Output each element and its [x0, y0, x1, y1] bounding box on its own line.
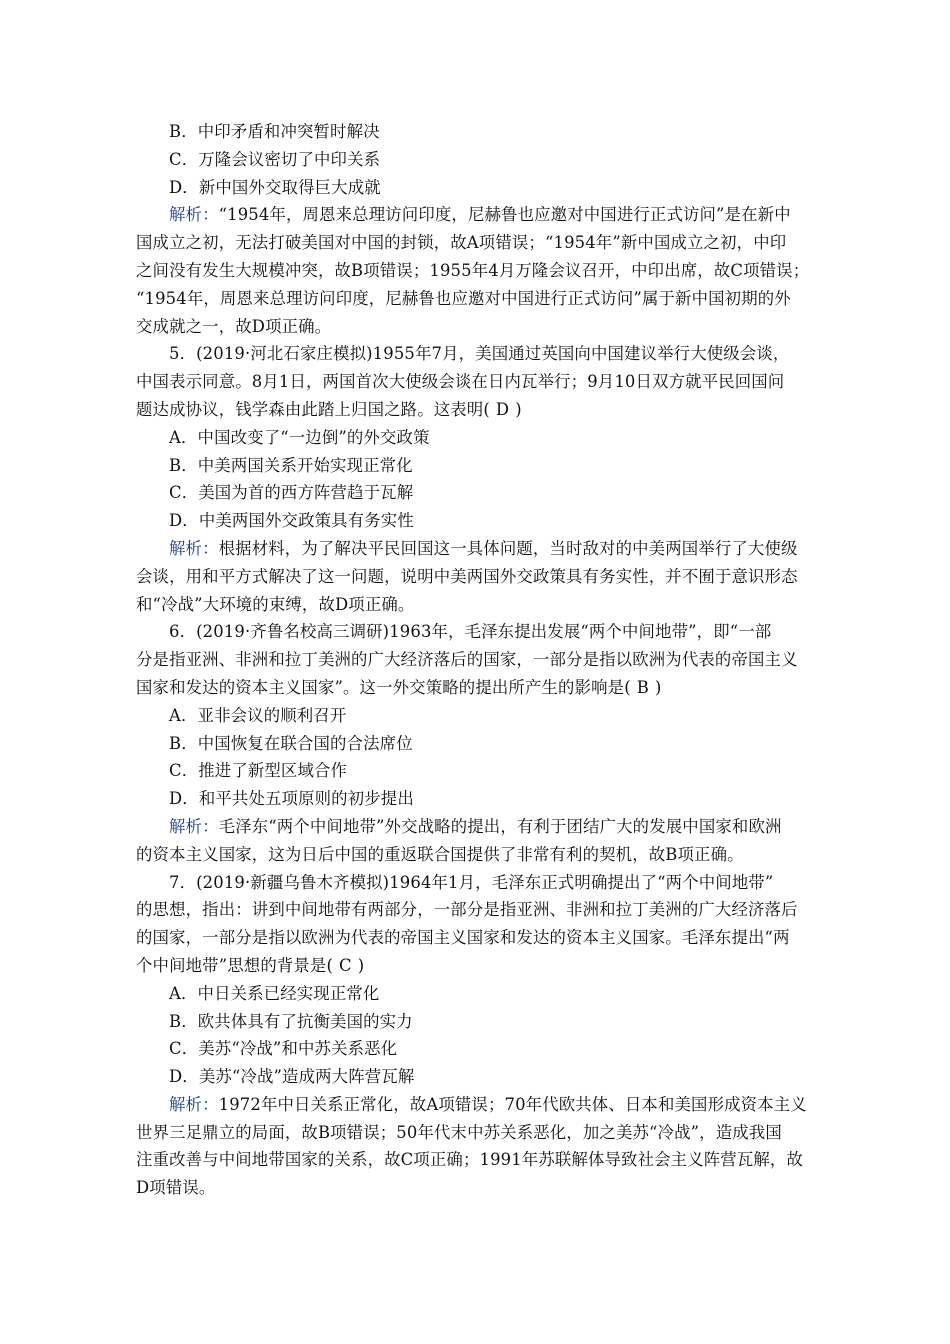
analysis-label: 解析： — [169, 538, 219, 558]
question-stem-line — [136, 674, 816, 702]
question-4-analysis — [136, 201, 816, 340]
analysis-label: 解析： — [169, 205, 219, 225]
analysis-label: 解析： — [169, 1094, 219, 1114]
analysis-line: 交成就之一，故D项正确。 — [136, 316, 332, 336]
option-5a[interactable]: A．中国改变了“一边倒”的外交政策 — [169, 427, 430, 447]
question-stem-line: 7．(2019·新疆乌鲁木齐模拟)1964年1月，毛泽东正式明确提出了“两个中间地带” — [169, 872, 774, 892]
option-5b[interactable]: B．中美两国关系开始实现正常化 — [169, 455, 413, 475]
option-6c[interactable]: C．推进了新型区域合作 — [169, 761, 348, 781]
option-7d[interactable]: D．美苏“冷战”造成两大阵营瓦解 — [169, 1067, 415, 1087]
question-7 — [136, 869, 816, 1203]
answer-letter: C — [339, 955, 352, 975]
question-stem-line: 6．(2019·齐鲁名校高三调研)1963年，毛泽东提出发展“两个中间地带”，即“一部 — [169, 622, 772, 642]
question-stem-line — [136, 396, 816, 424]
answer-bracket-close: ) — [515, 399, 522, 419]
analysis-text: 毛泽东“两个中间地带”外交战略的提出，有利于团结广大的发展中国家和欧洲 — [218, 816, 782, 836]
option-7a[interactable]: A．中日关系已经实现正常化 — [169, 983, 380, 1003]
question-stem-line: 的思想，指出：讲到中间地带有两部分，一部分是指亚洲、非洲和拉丁美洲的广大经济落后 — [136, 900, 798, 920]
analysis-text: 1972年中日关系正常化，故A项错误；70年代欧共体、日本和美国形成资本主义 — [218, 1094, 807, 1114]
option-6a[interactable]: A．亚非会议的顺利召开 — [169, 705, 347, 725]
analysis-line: 会谈，用和平方式解决了这一问题，说明中美两国外交政策具有务实性，并不囿于意识形态 — [136, 566, 798, 586]
analysis-line: 的资本主义国家，这为日后中国的重返联合国提供了非常有利的契机，故B项正确。 — [136, 844, 744, 864]
question-stem-line: 5．(2019·河北石家庄模拟)1955年7月，美国通过英国向中国建议举行大使级会谈， — [169, 344, 790, 364]
option-4b[interactable]: B．中印矛盾和冲突暂时解决 — [169, 122, 380, 141]
analysis-label: 解析： — [169, 816, 219, 836]
question-4-options — [136, 118, 816, 201]
answer-bracket-close: ) — [357, 955, 365, 975]
option-5c[interactable]: C．美国为首的西方阵营趋于瓦解 — [169, 483, 414, 503]
option-7b[interactable]: B．欧共体具有了抗衡美国的实力 — [169, 1011, 413, 1031]
option-4d[interactable]: D．新中国外交取得巨大成就 — [169, 177, 381, 197]
analysis-line: 世界三足鼎立的局面，故B项错误；50年代末中苏关系恶化，加之美苏“冷战”，造成我国 — [136, 1122, 782, 1142]
analysis-text: “1954年，周恩来总理访问印度，尼赫鲁也应邀对中国进行正式访问”是在新中 — [218, 205, 791, 225]
option-6b[interactable]: B．中国恢复在联合国的合法席位 — [169, 733, 413, 753]
question-stem-text: 国家和发达的资本主义国家”。这一外交策略的提出所产生的影响是( — [136, 677, 631, 697]
question-stem-line: 的国家，一部分是指以欧洲为代表的帝国主义国家和发达的资本主义国家。毛泽东提出“两 — [136, 928, 790, 948]
answer-bracket-close: ) — [654, 677, 662, 697]
option-6d[interactable]: D．和平共处五项原则的初步提出 — [169, 789, 414, 809]
answer-letter: B — [636, 677, 649, 697]
analysis-line — [136, 1091, 816, 1119]
option-5d[interactable]: D．中美两国外交政策具有务实性 — [169, 511, 414, 531]
document-page — [136, 118, 816, 1202]
option-4c[interactable]: C．万隆会议密切了中印关系 — [169, 149, 381, 169]
analysis-line: 注重改善与中间地带国家的关系，故C项正确；1991年苏联解体导致社会主义阵营瓦解，故 — [136, 1150, 804, 1170]
analysis-line: “1954年，周恩来总理访问印度，尼赫鲁也应邀对中国进行正式访问”属于新中国初期的外 — [136, 288, 791, 308]
answer-letter: D — [495, 399, 510, 419]
question-stem-text: 个中间地带”思想的背景是( — [136, 955, 334, 975]
option-7c[interactable]: C．美苏“冷战”和中苏关系恶化 — [169, 1039, 398, 1059]
question-6 — [136, 618, 816, 868]
analysis-line: D项错误。 — [136, 1178, 216, 1198]
analysis-text: 根据材料，为了解决平民回国这一具体问题，当时敌对的中美两国举行了大使级 — [218, 538, 798, 558]
analysis-line: 和“冷战”大环境的束缚，故D项正确。 — [136, 594, 415, 614]
analysis-line: 之间没有发生大规模冲突，故B项错误；1955年4月万隆会议召开，中印出席，故C项错误； — [136, 260, 810, 280]
analysis-line — [136, 535, 816, 563]
analysis-line: 国成立之初，无法打破美国对中国的封锁，故A项错误；“1954年”新中国成立之初，中印 — [136, 233, 787, 253]
analysis-line — [136, 201, 816, 229]
analysis-line — [136, 813, 816, 841]
question-stem-line: 分是指亚洲、非洲和拉丁美洲的广大经济落后的国家，一部分是指以欧洲为代表的帝国主义 — [136, 650, 798, 670]
question-stem-text: 题达成协议，钱学森由此踏上归国之路。这表明( — [136, 399, 490, 419]
question-stem-line — [136, 952, 816, 980]
question-stem-line: 中国表示同意。8月1日，两国首次大使级会谈在日内瓦举行；9月10日双方就平民回国问 — [136, 372, 785, 392]
question-5 — [136, 340, 816, 618]
